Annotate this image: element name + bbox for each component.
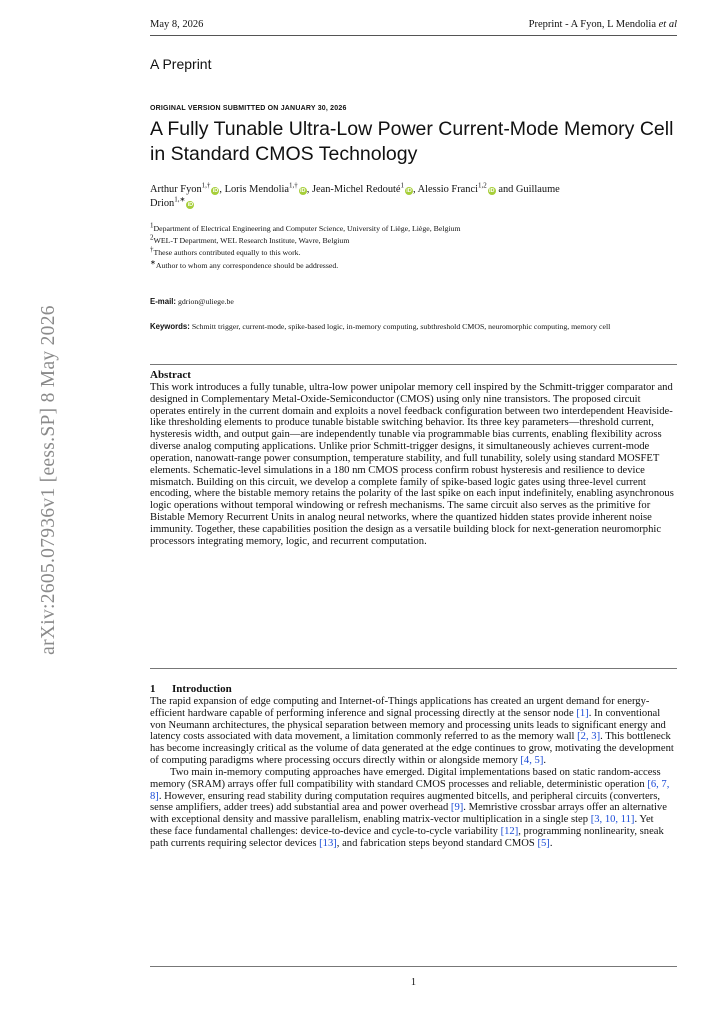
author-sup: 1,∗: [174, 195, 186, 204]
affiliation: [150, 260, 677, 272]
section-title: Introduction: [172, 683, 232, 695]
author-separator: ,: [306, 184, 312, 195]
text-run: , and fabrication steps beyond standard CMOS: [336, 837, 538, 849]
affiliation-text: WEL-T Department, WEL Research Institute, Wavre, Belgium: [153, 236, 350, 246]
author-sup: 1,†: [288, 181, 298, 190]
author-sup: 1,2: [477, 181, 487, 190]
abstract-bottom-rule: [150, 668, 677, 669]
abstract-top-rule: [150, 364, 677, 365]
submission-notice: ORIGINAL VERSION SUBMITTED ON JANUARY 30, 2026: [150, 105, 347, 112]
keywords-text: Schmitt trigger, current-mode, spike-based logic, in-memory computing, subthreshold CMOS, neuromorphic computing, memory cell: [189, 322, 611, 331]
orcid-icon[interactable]: iD: [187, 202, 194, 208]
title-line-2: in Standard CMOS Technology: [150, 143, 418, 165]
citation-link[interactable]: [1]: [576, 707, 589, 719]
abstract-heading: Abstract: [150, 369, 191, 381]
affiliation: [150, 235, 677, 247]
affiliation-sup: 1: [150, 221, 154, 230]
affiliation: [150, 247, 677, 259]
text-run: . Yet these face fundamental challenges: device-to-device and cycle-to-cycle variability: [150, 814, 654, 838]
keywords-block: [150, 321, 677, 333]
intro-paragraph-2: [150, 767, 677, 850]
affiliation-text: Author to whom any correspondence should be addressed.: [155, 260, 339, 270]
email-label: E-mail:: [150, 297, 176, 306]
citation-link[interactable]: [3, 10, 11]: [590, 814, 635, 826]
text-run: . Memristive crossbar arrays offer an alternative with exceptional density and massive parallelism, enabling matrix-vector multiplication in a single step: [150, 802, 667, 826]
text-run: . This bottleneck has become increasingly critical as the volume of data generated at the edge continues to grow, motivating the development of computing paradigms where processing occurs directly within or alongside memory: [150, 731, 674, 767]
affiliation-sup: †: [150, 245, 154, 254]
text-run: . In conventional von Neumann architectures, the physical separation between memory and processing units leads to significant energy and latency costs associated with data movement, a limitation commonly referred to as the memory wall: [150, 707, 666, 743]
text-run: . However, ensuring read stability during computation requires augmented bitcells, and peripheral circuits (converters, sense amplifiers, adder trees) add substantial area and power overhead: [150, 790, 660, 814]
affiliation-text: These authors contributed equally to this work.: [153, 248, 301, 258]
citation-link[interactable]: [2, 3]: [577, 731, 601, 743]
keywords-label: Keywords:: [150, 322, 190, 331]
title-line-1: A Fully Tunable Ultra-Low Power Current-Mode Memory Cell: [150, 118, 674, 140]
running-title-text: Preprint - A Fyon, L Mendolia: [528, 19, 659, 30]
text-run: .: [543, 755, 547, 767]
citation-link[interactable]: [4, 5]: [520, 755, 544, 767]
author: Alessio Franci: [417, 184, 478, 195]
affiliation: [150, 223, 677, 235]
abstract: [150, 370, 677, 548]
citation-link[interactable]: [12]: [500, 826, 519, 838]
section-number: 1: [150, 683, 156, 695]
author-separator: ,: [413, 184, 418, 195]
orcid-icon[interactable]: iD: [299, 188, 306, 194]
abstract-text: This work introduces a fully tunable, ultra-low power unipolar memory cell inspired by the Schmitt-trigger comparator and designed in Complementary Metal-Oxide-Semiconductor (CMOS) using only nine transistors. The proposed circuit operates entirely in the current domain and exploits a novel feedback configuration between two interdependent Heaviside-like thresholding elements to produce tunable bistable switching behavior. Its three key parameters—threshold current, hysteresis width, and output gain—are independently tunable via programmable bias currents, enabling flexibility across diverse analog computing applications. Unlike prior Schmitt-trigger designs, it simultaneously achieves current-mode operation, nanowatt-range power consumption, temperature stability, and full tunability, solely using standard MOSFET elements. Schematic-level simulations in a 180 nm CMOS process confirm robust hysteresis and resilience to device mismatch. Building on this circuit, we develop a complete family of spike-based logic gates using three-level current encoding, where the bistable memory retains the polarity of the last spike on each input indefinitely, enabling asynchronous logic operations without temporal windowing or refresh mechanisms. The same circuit also serves as the primitive for Bistable Memory Recurrent Units in analog neural networks, where the quantized hidden states provide inherent noise immunity. Together, these capabilities position the design as a versatile building block for next-generation neuromorphic processors integrating memory, logic, and recurrent computation.: [150, 381, 674, 547]
running-header: [150, 17, 677, 36]
paper-title: [150, 117, 677, 167]
email-line: [150, 297, 677, 306]
introduction-section: [150, 684, 677, 850]
preprint-label: A Preprint: [150, 56, 212, 72]
author: Jean-Michel Redouté: [311, 184, 401, 195]
affiliation-sup: ∗: [150, 258, 156, 267]
citation-link[interactable]: [9]: [450, 802, 464, 814]
footer-rule: [150, 966, 677, 967]
author-and: and Guillaume: [495, 184, 560, 195]
text-run: Two main in-memory computing approaches have emerged. Digital implementations based on static random-access memory (SRAM) arrays offer full compatibility with standard CMOS processes and reliable, deterministic operation: [150, 766, 661, 790]
arxiv-identifier[interactable]: arXiv:2605.07936v1 [eess.SP] 8 May 2026: [38, 305, 59, 655]
text-run: , programming nonlinearity, sneak path currents requiring selector devices: [150, 826, 664, 849]
text-run: .: [549, 837, 553, 849]
citation-link[interactable]: [13]: [319, 837, 337, 849]
orcid-icon[interactable]: iD: [488, 188, 495, 194]
author: Arthur Fyon: [150, 184, 202, 195]
affiliation-text: Department of Electrical Engineering and Computer Science, University of Liège, Liège, Belgium: [153, 224, 461, 233]
arxiv-sidebar: [34, 290, 64, 670]
author-sup: 1,†: [201, 181, 211, 190]
affiliation-sup: 2: [150, 233, 154, 242]
email-address[interactable]: gdrion@uliege.be: [176, 297, 234, 306]
header-running-title: [529, 19, 677, 30]
intro-paragraph-1: [150, 696, 677, 767]
author-sup: 1: [400, 181, 405, 190]
author-continued: Drion: [150, 198, 175, 209]
text-run: The rapid expansion of edge computing and Internet-of-Things applications has created an urgent demand for energy-efficient hardware capable of performing inference and signal processing directly at the sensor node: [150, 695, 650, 719]
orcid-icon[interactable]: iD: [212, 188, 219, 194]
citation-link[interactable]: [5]: [537, 837, 550, 849]
affiliations: [150, 223, 677, 272]
author: Loris Mendolia: [224, 184, 289, 195]
orcid-icon[interactable]: iD: [406, 188, 412, 194]
author-list: [150, 183, 677, 211]
citation-link[interactable]: [6, 7, 8]: [150, 778, 670, 802]
author-separator: ,: [219, 184, 225, 195]
running-title-etal: et al: [658, 19, 677, 30]
header-date: May 8, 2026: [150, 19, 204, 30]
section-heading: [150, 684, 677, 696]
page-number: 1: [410, 977, 417, 988]
